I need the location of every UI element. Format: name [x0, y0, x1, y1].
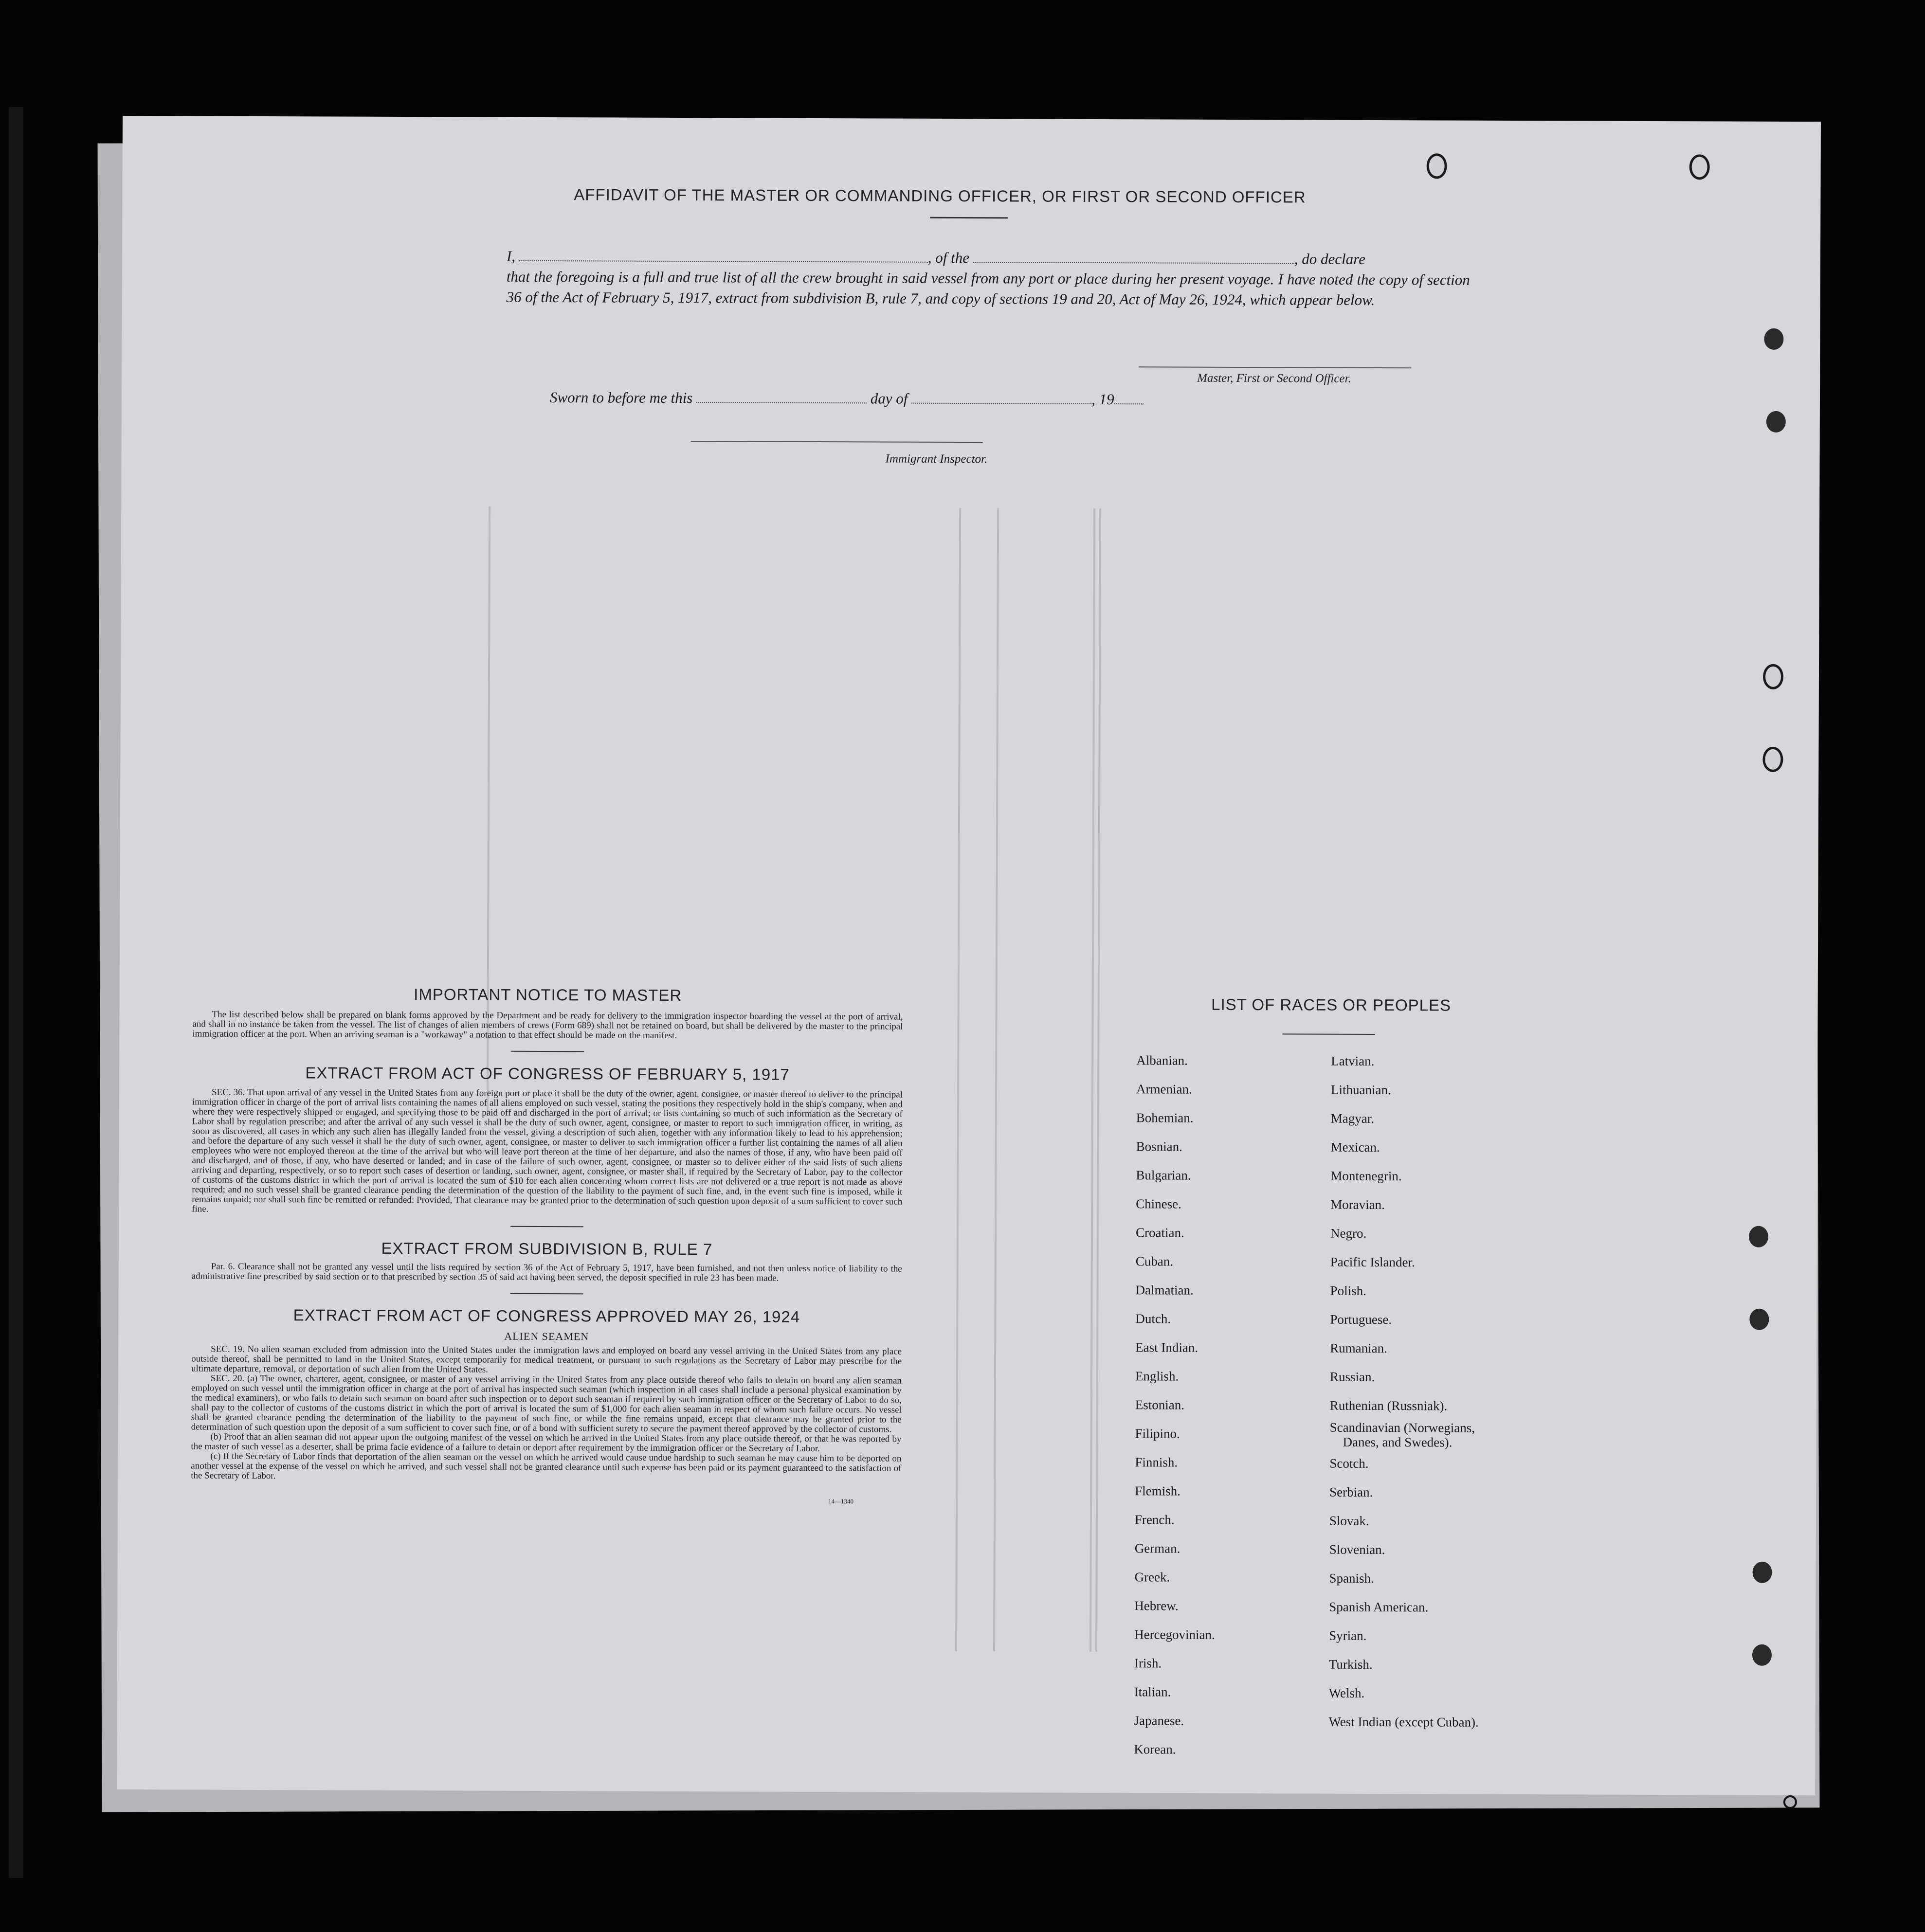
race-item: Greek.: [1134, 1570, 1170, 1585]
sworn-year-blank[interactable]: [1114, 391, 1144, 404]
race-item: Spanish.: [1329, 1571, 1374, 1586]
race-item: Finnish.: [1135, 1455, 1178, 1470]
master-signature-label: Master, First or Second Officer.: [1197, 371, 1351, 385]
race-item: Polish.: [1330, 1283, 1366, 1298]
sworn-month-blank[interactable]: [911, 390, 1091, 404]
sec19-text: SEC. 19. No alien seaman excluded from admission into the United States under the immigration laws and employed on board any vessel arriving in the United States from any place outside thereof, shall be permitted to land in the United States, except temporarily for medical treatment, or pursuant to such regulations as the Secretary of Labor may prescribe for the ultimate departure, removal, or deportation of such alien from the United States.: [191, 1344, 902, 1375]
race-item: Irish.: [1134, 1656, 1162, 1671]
race-item: Armenian.: [1136, 1082, 1192, 1097]
race-item: English.: [1135, 1369, 1179, 1384]
name-blank[interactable]: [519, 248, 928, 263]
i-label: I,: [506, 247, 516, 265]
race-item: Negro.: [1330, 1226, 1367, 1241]
race-item: Scandinavian (Norwegians, Danes, and Swedes).: [1329, 1420, 1475, 1450]
race-item: Spanish American.: [1329, 1599, 1429, 1615]
races-left-column: [1134, 1046, 1217, 1764]
sec20b-text: (b) Proof that an alien seaman did not appear upon the outgoing manifest of the vessel on which he arrived in the United States from any place outside thereof, or that he was reported by the master of such vessel as a deserter, shall be prima facie evidence of a failure to detain or deport after requirement by the immigration officer or the Secretary of Labor.: [191, 1431, 902, 1454]
race-item: Latvian.: [1331, 1053, 1375, 1068]
race-item: Magyar.: [1330, 1111, 1375, 1126]
punch-hole: [1427, 153, 1447, 179]
race-item: Croatian.: [1135, 1225, 1184, 1240]
race-item: Rumanian.: [1330, 1340, 1387, 1356]
race-item: Hercegovinian.: [1134, 1627, 1215, 1642]
races-title: LIST OF RACES OR PEOPLES: [1211, 995, 1452, 1014]
race-item: Italian.: [1134, 1684, 1171, 1699]
race-item: West Indian (except Cuban).: [1328, 1714, 1479, 1730]
declaration-paragraph: [507, 246, 1470, 311]
master-signature-line[interactable]: [1139, 366, 1411, 368]
race-item: Pacific Islander.: [1330, 1254, 1415, 1270]
section-divider: [510, 1226, 583, 1228]
punch-hole: [1689, 154, 1710, 180]
extract-rule7-text: Par. 6. Clearance shall not be granted any vessel until the lists required by section 36 of the Act of February 5, 1917, have been furnished, and not then unless notice of liability to the administrative fine prescribed by said section or to that prescribed by section 35 of said act having been served, the deposit specified in rule 23 has been made.: [191, 1261, 902, 1283]
race-item: Korean.: [1134, 1742, 1176, 1757]
race-item: Hebrew.: [1134, 1598, 1179, 1613]
punch-hole: [1763, 664, 1783, 689]
punch-hole: [1752, 1562, 1772, 1583]
race-item: Dalmatian.: [1135, 1282, 1194, 1298]
day-of-label: day of: [870, 390, 908, 407]
punch-hole: [1766, 411, 1786, 433]
punch-hole: [1749, 1226, 1768, 1247]
race-item: Welsh.: [1328, 1685, 1365, 1700]
sec20c-text: (c) If the Secretary of Labor finds that deportation of the alien seaman on the vessel on which he arrived would cause undue hardship to such seaman he may cause him to be deported on another vessel at the expense of the vessel on which he arrived, and such vessel shall not be granted clearance until such expense has been paid or its payment guaranteed to the satisfaction of the Secretary of Labor.: [191, 1451, 902, 1481]
title-underline: [930, 217, 1008, 219]
race-item: Montenegrin.: [1330, 1168, 1402, 1184]
extract-rule7-title: EXTRACT FROM SUBDIVISION B, RULE 7: [381, 1239, 713, 1259]
race-item: Lithuanian.: [1330, 1082, 1391, 1098]
punch-hole: [1752, 1644, 1772, 1666]
sworn-line: [550, 389, 1144, 408]
sworn-day-blank[interactable]: [696, 389, 867, 403]
extract-1917-title: EXTRACT FROM ACT OF CONGRESS OF FEBRUARY 5, 1917: [305, 1064, 790, 1083]
film-edge: [9, 107, 23, 1878]
document-page: [117, 116, 1821, 1795]
of-the-label: , of the: [927, 249, 970, 267]
race-item: Turkish.: [1328, 1657, 1373, 1672]
inspector-label: Immigrant Inspector.: [885, 452, 988, 466]
notice-text: The list described below shall be prepared on blank forms approved by the Department and be ready for delivery to the immigration inspector boarding the vessel at the port of arrival, and shall in no instance be taken from the vessel. The list of changes of alien members of crews (Form 689) shall not be retained on board, but shall be delivered by the master to the principal immigration officer at the port. When an arriving seaman is a "workaway" a notation to that effect should be made on the manifest.: [192, 1009, 903, 1041]
form-number: 14—1340: [828, 1498, 854, 1505]
punch-hole: [1749, 1309, 1769, 1330]
race-item: Chinese.: [1136, 1196, 1182, 1211]
race-item: Albanian.: [1136, 1053, 1188, 1068]
races-title-underline: [1282, 1033, 1375, 1035]
declaration-text: that the foregoing is a full and true list of all the crew brought in said vessel from any port or place during her present voyage. I have noted the copy of section 36 of the Act of February 5, 1917, extract from subdivision B, rule 7, and copy of sections 19 and 20, Act of May 26, 1924, which appear below.: [506, 268, 1470, 308]
sworn-label: Sworn to before me this: [549, 389, 693, 407]
races-right-column: [1328, 1047, 1481, 1737]
notice-title: IMPORTANT NOTICE TO MASTER: [414, 985, 682, 1005]
extract-1924-title: EXTRACT FROM ACT OF CONGRESS APPROVED MAY 26, 1924: [293, 1306, 800, 1326]
race-item: Slovak.: [1329, 1513, 1369, 1528]
column-rule: [1090, 508, 1095, 1652]
race-item: Japanese.: [1134, 1713, 1184, 1728]
column-rule: [955, 508, 961, 1651]
year-label: , 19: [1091, 390, 1114, 408]
sec20a-text: SEC. 20. (a) The owner, charterer, agent, consignee, or master of any vessel arriving in the United States from any place outside thereof who fails to detain on board any alien seaman employed on such vessel until the immigration officer in charge at the port of arrival has inspected such seaman (which inspection in all cases shall include a personal physical examination by the medical examiners), or who fails to detain such seaman on board after such inspection or to deport such seaman if required by such immigration officer or the Secretary of Labor to do so, shall pay to the collector of customs of the customs district in which the port of arrival is located the sum of $1,000 for each alien seaman in respect of whom such failure occurs. No vessel shall be granted clearance pending the determination of the liability to the payment of such fine, or while the fine remains unpaid, except that clearance may be granted prior to the determination of such question upon the deposit of a sum sufficient to cover such fine, or of a bond with sufficient surety to secure the payment thereof approved by the collector of customs.: [191, 1373, 902, 1435]
race-item: Moravian.: [1330, 1197, 1385, 1212]
race-item: Flemish.: [1135, 1483, 1180, 1499]
column-rule: [993, 508, 999, 1651]
race-item: Dutch.: [1135, 1311, 1171, 1326]
declaration-first-line: [507, 246, 1470, 270]
race-item: Serbian.: [1329, 1484, 1373, 1499]
race-item: Bulgarian.: [1136, 1168, 1191, 1183]
punch-hole: [1764, 328, 1783, 350]
do-declare-label: , do declare: [1294, 250, 1365, 268]
race-item: Cuban.: [1135, 1254, 1174, 1269]
race-item: German.: [1134, 1541, 1180, 1556]
vessel-blank[interactable]: [973, 249, 1294, 264]
race-item: East Indian.: [1135, 1340, 1199, 1355]
inspector-signature-line[interactable]: [691, 441, 983, 443]
race-item: Scotch.: [1329, 1456, 1369, 1471]
ink-mark: [1783, 1795, 1797, 1809]
extract-1924-subtitle: ALIEN SEAMEN: [504, 1330, 589, 1343]
punch-hole: [1762, 747, 1783, 772]
race-item: Portuguese.: [1330, 1312, 1392, 1327]
section-divider: [510, 1293, 583, 1295]
column-rule: [1095, 508, 1101, 1652]
race-item: Russian.: [1329, 1369, 1375, 1384]
race-item: Mexican.: [1330, 1139, 1380, 1155]
race-item: Estonian.: [1135, 1397, 1185, 1412]
race-item: Bosnian.: [1136, 1139, 1182, 1154]
legal-extracts-column: [191, 985, 903, 1506]
race-item: Filipino.: [1135, 1426, 1180, 1441]
extract-1917-text: SEC. 36. That upon arrival of any vessel in the United States from any foreign port or place it shall be the duty of the owner, agent, consignee, or master thereof to deliver to the principal immigration officer in charge of the port of arrival lists containing the names of all aliens employed on such vessel, stating the positions they respectively hold in the ship's company, when and where they were respectively shipped or engaged, and specifying those to be paid off and discharged in the port of arrival; or lists containing so much of such information as the Secretary of Labor shall by regulation prescribe; and after the arrival of any such vessel it shall be the duty of such owner, agent, consignee, or master to report to such immigration officer, in writing, as soon as discovered, all cases in which any such alien has illegally landed from the vessel, giving a description of such alien, together with any information likely to lead to his apprehension; and before the departure of any such vessel it shall be the duty of such owner, agent, consignee, or master to deliver to such immigration officer a further list containing the names of all alien employees who were not employed thereon at the time of the arrival but who will leave port thereon at the time of her departure, and also the names of those, if any, who have been paid off and discharged, and of those, if any, who have deserted or landed; and in case of the failure of such owner, agent, consignee, or master so to deliver either of the said lists of such aliens arriving and departing, respectively, or so to report such cases of desertion or landing, such owner, agent, consignee, or master shall, if required by the Secretary of Labor, pay to the collector of customs of the customs district in which the port of arrival is located the sum of $10 for each alien concerning whom correct lists are not delivered or a true report is not made as above required; and no such vessel shall be granted clearance pending the determination of the question of the liability to the payment of such fine, and, in the event such fine is imposed, while it remains unpaid; nor shall such fine be remitted or refunded: Provided, That clearance may be granted prior to the determination of such question upon deposit of a sum sufficient to cover such fine.: [192, 1087, 903, 1214]
race-item: Ruthenian (Russniak).: [1329, 1398, 1448, 1413]
race-item: Slovenian.: [1329, 1542, 1385, 1557]
section-divider: [511, 1051, 584, 1052]
race-item: Syrian.: [1329, 1628, 1367, 1643]
race-item: French.: [1134, 1512, 1175, 1527]
race-item: Bohemian.: [1136, 1110, 1194, 1125]
affidavit-title: AFFIDAVIT OF THE MASTER OR COMMANDING OFFICER, OR FIRST OR SECOND OFFICER: [574, 185, 1306, 206]
